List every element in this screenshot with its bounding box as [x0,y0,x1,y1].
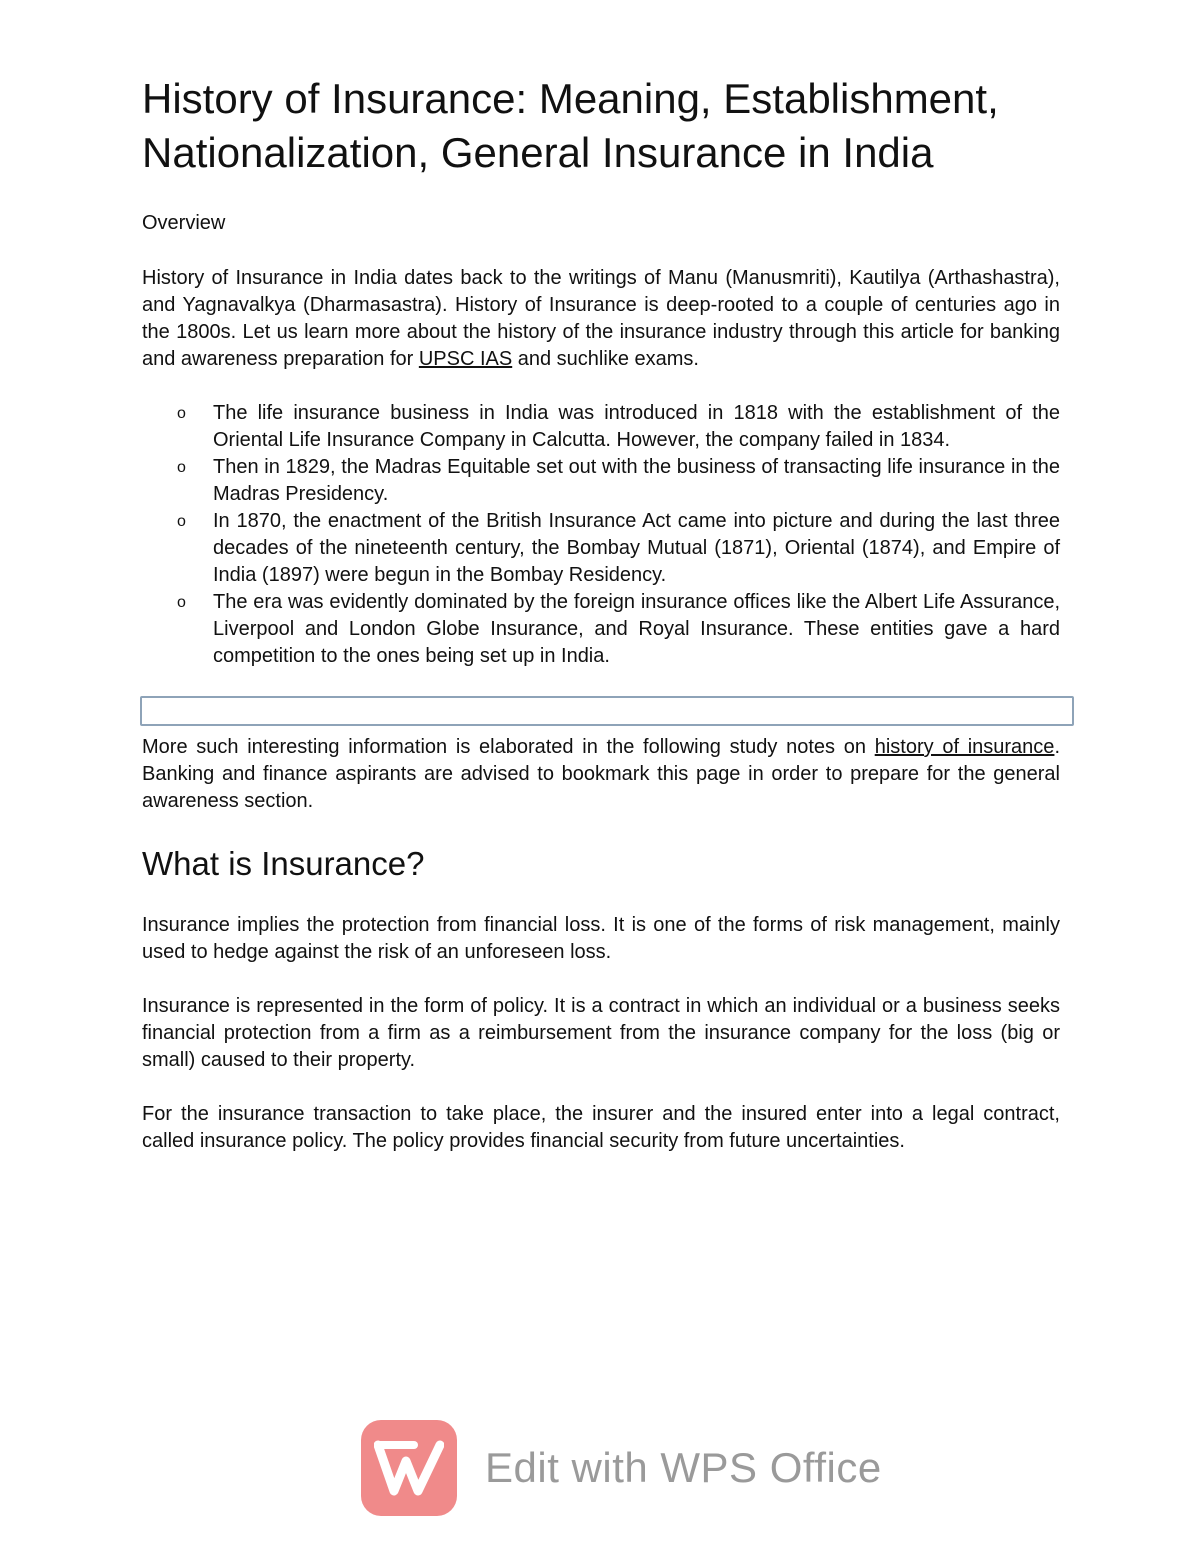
history-of-insurance-link[interactable]: history of insurance [874,736,1055,758]
bullet-marker-icon: o [177,513,186,530]
list-item [142,589,1060,670]
bullet-text: The life insurance business in India was introduced in 1818 with the establishment of the Oriental Life Insurance Company in Calcutta. However, the company failed in 1834. [213,402,1060,451]
more-info-paragraph [142,734,1060,815]
bullet-marker-icon: o [177,405,186,422]
list-item [142,400,1060,454]
insurance-paragraph-2: Insurance is represented in the form of policy. It is a contract in which an individual or a business seeks financial protection from a firm as a reimbursement from the insurance company for the loss (big or small) caused to their property. [142,995,1060,1071]
page-title: History of Insurance: Meaning, Establishment, Nationalization, General Insurance in India [142,75,999,176]
insurance-paragraph-1: Insurance implies the protection from financial loss. It is one of the forms of risk management, mainly used to hedge against the risk of an unforeseen loss. [142,914,1060,963]
bullet-text: The era was evidently dominated by the foreign insurance offices like the Albert Life Assurance, Liverpool and London Globe Insurance, and Royal Insurance. These entities gave a hard competition to the ones being set up in India. [213,591,1060,667]
insurance-paragraph-3: For the insurance transaction to take place, the insurer and the insured enter into a legal contract, called insurance policy. The policy provides financial security from future uncertainties. [142,1103,1060,1152]
document-page [142,72,1060,1182]
intro-paragraph [142,265,1060,373]
more-info-text-end: . Banking and finance aspirants are advised to bookmark this page in order to prepare for the general awareness section. [142,736,1060,812]
wps-w-icon [374,1439,444,1497]
wps-edit-badge[interactable] [361,1420,882,1516]
bullet-marker-icon: o [177,459,186,476]
bullet-text: In 1870, the enactment of the British Insurance Act came into picture and during the last three decades of the nineteenth century, the Bombay Mutual (1871), Oriental (1874), and Empire of India (1897) were begun in the Bombay Residency. [213,510,1060,586]
intro-text-end: and suchlike exams. [512,348,699,370]
wps-edit-label[interactable]: Edit with WPS Office [485,1444,882,1491]
empty-text-box[interactable] [140,696,1074,726]
list-item [142,508,1060,589]
overview-label: Overview [142,212,226,234]
intro-text: History of Insurance in India dates back to the writings of Manu (Manusmriti), Kautilya (Arthashastra), and Yagnavalkya (Dharmasastra). History of Insurance is deep-rooted to a couple of centuries ago in the 1800s. Let us learn more about the history of the insurance industry through this article for banking and awareness preparation for [142,267,1060,370]
wps-logo-icon[interactable] [361,1420,457,1516]
more-info-text: More such interesting information is elaborated in the following study notes on [142,736,875,758]
upsc-ias-link[interactable]: UPSC IAS [418,348,513,370]
bullet-text: Then in 1829, the Madras Equitable set out with the business of transacting life insurance in the Madras Presidency. [213,456,1060,505]
history-bullet-list [142,400,1060,670]
list-item [142,454,1060,508]
bullet-marker-icon: o [177,594,186,611]
section-heading-what-is-insurance: What is Insurance? [142,845,425,882]
